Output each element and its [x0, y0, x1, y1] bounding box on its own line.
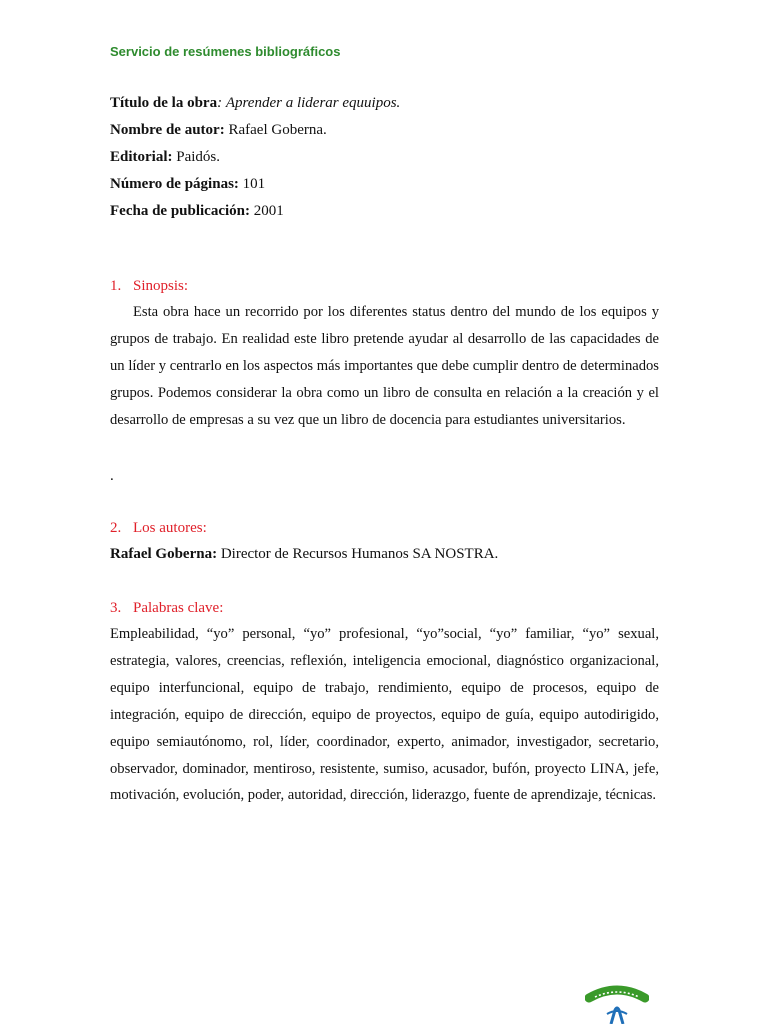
title-value: Aprender a liderar equuipos. [225, 95, 401, 111]
synopsis-text: Esta obra hace un recorrido por los diferentes status dentro del mundo de los equipos y grupos de trabajo. En realidad este libro pretende ayudar al desarrollo de las capacidades de un líder y centrarlo en los aspectos más importantes que debe cumplir dentro de determinados grupos. Podemos considerar la obra como un libro de consulta en relación a la creación y el desarrollo de empresas a su vez que un libro de docencia para estudiantes universitarios. [110, 304, 659, 428]
title-row [110, 90, 670, 117]
author-entry [110, 544, 498, 564]
synopsis-heading [110, 276, 188, 296]
keywords-heading [110, 598, 223, 618]
date-label: Fecha de publicación: [110, 203, 251, 219]
author-row [110, 117, 670, 144]
author-entry-description: Director de Recursos Humanos SA NOSTRA. [220, 546, 499, 562]
keywords-heading-text: Palabras clave: [133, 600, 224, 616]
service-header: Servicio de resúmenes bibliográficos [110, 44, 341, 59]
pages-row [110, 171, 670, 198]
date-value: 2001 [253, 203, 284, 219]
keywords-number: 3. [110, 600, 122, 616]
authors-heading [110, 518, 207, 538]
synopsis-heading-text: Sinopsis: [133, 278, 189, 294]
pages-value: 101 [242, 176, 266, 192]
title-colon: : [217, 95, 223, 111]
synopsis-number: 1. [110, 278, 122, 294]
pages-label: Número de páginas: [110, 176, 239, 192]
publisher-value: Paidós. [176, 149, 221, 165]
author-label: Nombre de autor: [110, 122, 225, 138]
authors-heading-text: Los autores: [133, 520, 207, 536]
keywords-text: Empleabilidad, “yo” personal, “yo” profesional, “yo”social, “yo” familiar, “yo” sexual, estrategia, valores, creencias, reflexión, inteligencia emocional, diagnóstico organizacional, equipo interfuncional, equipo de trabajo, rendimiento, equipo de procesos, equipo de integración, equipo de dirección, equipo de proyectos, equipo de guía, equipo autodirigido, equipo semiautónomo, rol, líder, coordinador, experto, animador, investigador, secretario, observador, dominador, mentiroso, resistente, sumiso, acusador, bufón, proyecto LINA, jefe, motivación, evolución, poder, autoridad, dirección, liderazgo, fuente de aprendizaje, técnicas. [110, 626, 659, 804]
logo-blue-stroke [607, 1011, 627, 1014]
author-value: Rafael Goberna. [228, 122, 327, 138]
date-row [110, 198, 670, 225]
publisher-label: Editorial: [110, 149, 173, 165]
title-label: Título de la obra [110, 95, 218, 111]
authors-number: 2. [110, 520, 122, 536]
publisher-row [110, 144, 670, 171]
bibliographic-metadata [110, 90, 670, 225]
synopsis-trailing-dot: . [110, 468, 114, 484]
andalucia-logo-icon [585, 984, 649, 1024]
author-entry-name: Rafael Goberna: [110, 546, 218, 562]
